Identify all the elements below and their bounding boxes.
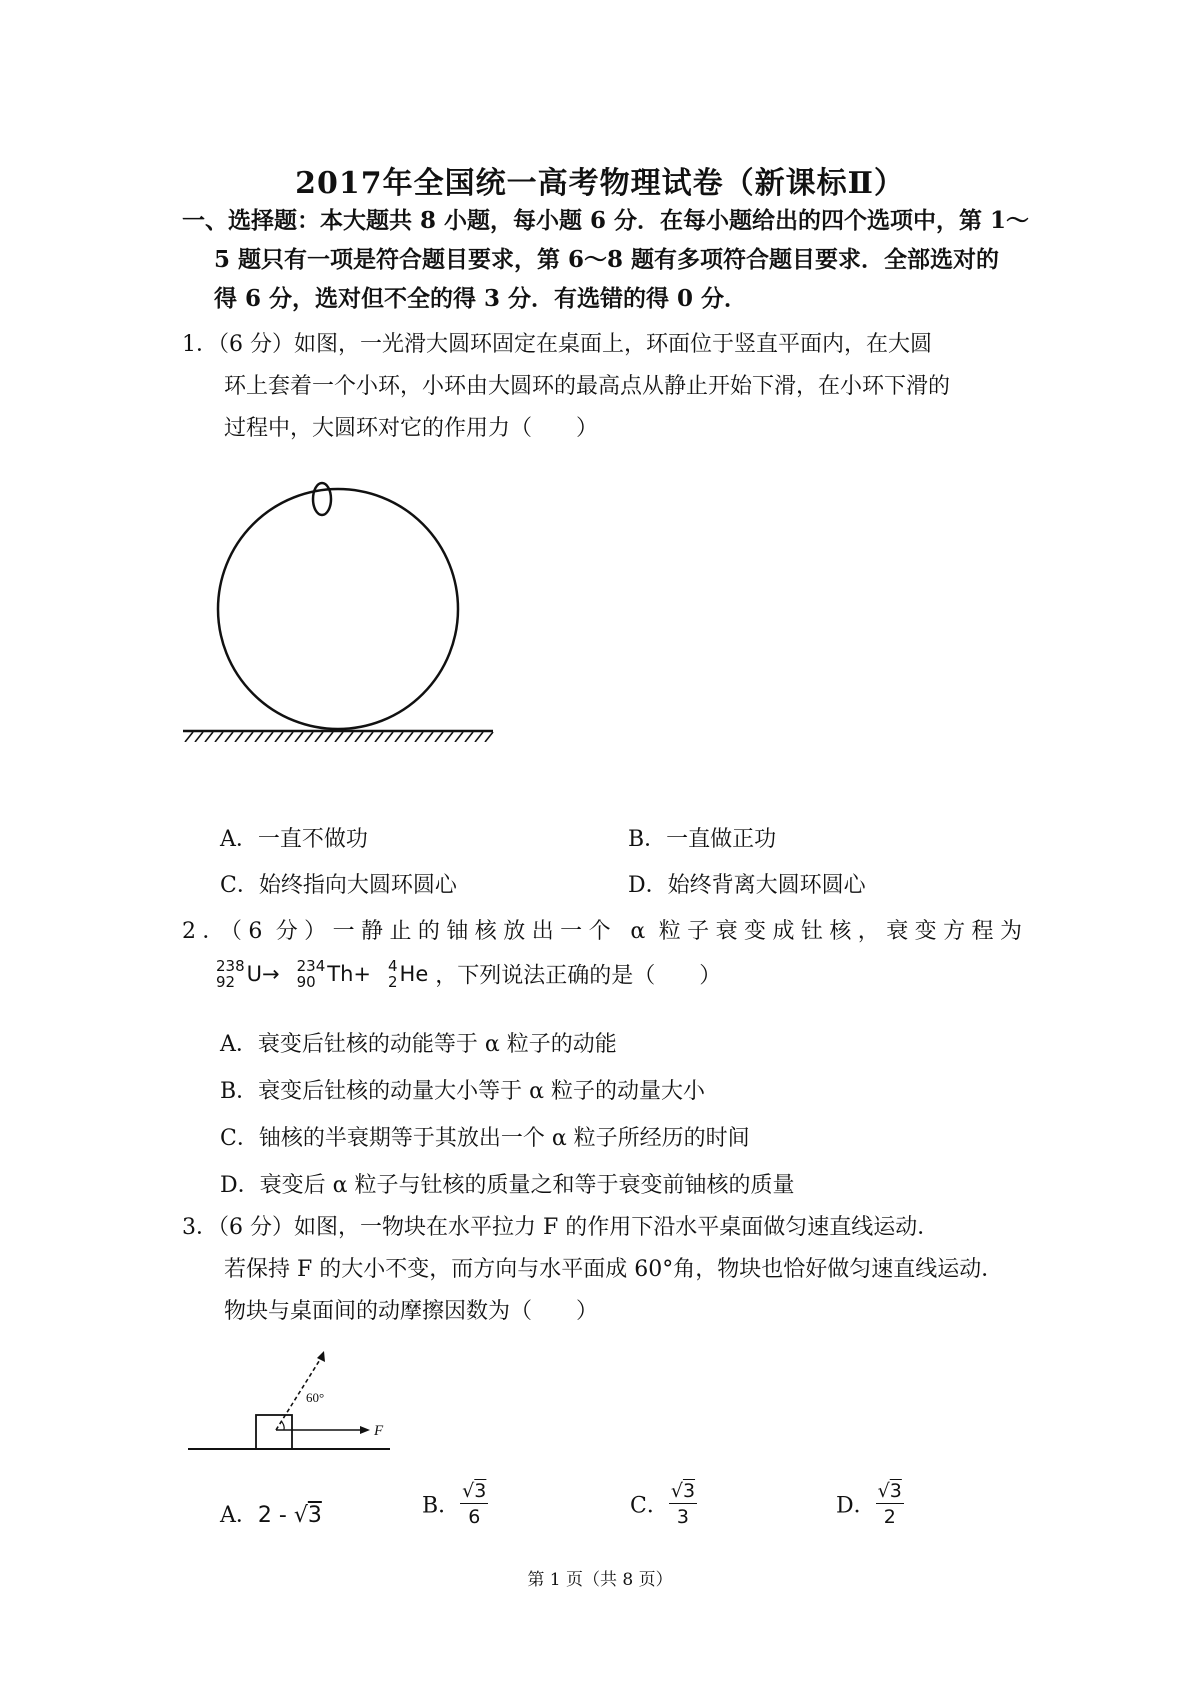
q1-ring-figure xyxy=(175,472,505,742)
q3-option-b-label: B． xyxy=(422,1493,461,1519)
thorium-nuclide xyxy=(297,958,371,990)
small-ring xyxy=(313,483,331,515)
q3-option-b-fraction: $\frac{√3}{6}$ xyxy=(462,1480,487,1528)
q1-line-1: 1．（6 分）如图，一光滑大圆环固定在桌面上，环面位于竖直平面内，在大圆 xyxy=(182,332,932,357)
q1-line-3: 过程中，大圆环对它的作用力（ ） xyxy=(224,416,599,441)
th-symbol: Th+ xyxy=(327,962,371,986)
th-mass: 234 xyxy=(296,957,326,975)
table-hatching xyxy=(185,732,493,742)
force-label: F xyxy=(374,1423,384,1439)
q2-equation-tail: ，下列说法正确的是（ ） xyxy=(435,963,722,989)
page-footer: 第 1 页（共 8 页） xyxy=(527,1570,673,1590)
q3-option-a-value: 2 - xyxy=(257,1503,294,1528)
q1-option-d: D．始终背离大圆环圆心 xyxy=(628,873,866,898)
q3-option-d-num: 3 xyxy=(889,1480,902,1502)
q1-line-2: 环上套着一个小环，小环由大圆环的最高点从静止开始下滑，在小环下滑的 xyxy=(224,374,951,399)
q1-option-a: A．一直不做功 xyxy=(220,827,368,852)
question-1 xyxy=(182,324,950,450)
u-charge: 92 xyxy=(216,973,236,991)
q2-option-c: C．铀核的半衰期等于其放出一个 α 粒子所经历的时间 xyxy=(220,1126,750,1151)
q3-option-b-num: 3 xyxy=(474,1480,487,1502)
page-title: 2017年全国统一高考物理试卷（新课标Ⅱ） xyxy=(295,166,905,201)
section-line-2: 5 题只有一项是符合题目要求，第 6～8 题有多项符合题目要求．全部选对的 xyxy=(214,246,1000,273)
u-mass: 238 xyxy=(216,957,245,975)
section-line-3: 得 6 分，选对但不全的得 3 分．有选错的得 0 分． xyxy=(214,285,748,312)
q2-option-a: A．衰变后钍核的动能等于 α 粒子的动能 xyxy=(220,1032,617,1057)
q3-option-c-den: 3 xyxy=(676,1506,689,1528)
q2-option-b: B．衰变后钍核的动量大小等于 α 粒子的动量大小 xyxy=(220,1079,706,1104)
q3-option-a-label: A． xyxy=(220,1503,258,1528)
q2-option-d: D．衰变后 α 粒子与钍核的质量之和等于衰变前铀核的质量 xyxy=(220,1173,795,1198)
helium-nuclide xyxy=(388,958,428,990)
section-instructions xyxy=(182,201,1030,318)
q2-decay-equation xyxy=(216,958,721,990)
q3-line-2: 若保持 F 的大小不变，而方向与水平面成 60°角，物块也恰好做匀速直线运动． xyxy=(224,1257,1004,1282)
th-charge: 90 xyxy=(296,973,316,991)
question-3 xyxy=(182,1207,1003,1333)
he-mass: 4 xyxy=(387,957,398,975)
q1-option-c: C．始终指向大圆环圆心 xyxy=(220,873,457,898)
section-line-1: 一、选择题：本大题共 8 小题，每小题 6 分．在每小题给出的四个选项中，第 1～ xyxy=(182,207,1030,234)
angle-label: 60° xyxy=(306,1390,325,1405)
q3-option-a-radicand: 3 xyxy=(307,1503,322,1528)
q3-line-3: 物块与桌面间的动摩擦因数为（ ） xyxy=(224,1299,599,1324)
q3-option-d-label: D． xyxy=(836,1493,876,1519)
he-charge: 2 xyxy=(387,973,398,991)
q3-option-c-fraction: $\frac{√3}{3}$ xyxy=(670,1480,696,1528)
uranium-nuclide xyxy=(216,958,280,990)
q3-option-c xyxy=(630,1480,697,1528)
q3-line-1: 3．（6 分）如图，一物块在水平拉力 F 的作用下沿水平桌面做匀速直线运动． xyxy=(182,1215,940,1240)
q3-block-figure xyxy=(180,1345,400,1465)
block xyxy=(256,1415,292,1449)
q3-option-c-label: C． xyxy=(630,1493,669,1519)
big-ring xyxy=(218,489,458,729)
q3-option-b-den: 6 xyxy=(468,1506,481,1528)
q1-option-b: B．一直做正功 xyxy=(628,827,777,852)
q3-option-b xyxy=(422,1480,488,1528)
q3-option-c-num: 3 xyxy=(682,1480,696,1502)
q3-option-d-fraction: $\frac{√3}{2}$ xyxy=(877,1480,902,1528)
he-symbol: He xyxy=(399,962,429,986)
q2-line-1: 2．（6 分）一静止的铀核放出一个 α 粒子衰变成钍核，衰变方程为 xyxy=(182,919,1022,944)
u-symbol: U→ xyxy=(246,962,280,986)
q3-option-a-sqrt: √3 xyxy=(293,1503,322,1528)
q3-option-d-den: 2 xyxy=(883,1506,896,1528)
q3-option-a xyxy=(220,1498,322,1529)
q3-option-d xyxy=(836,1480,904,1528)
